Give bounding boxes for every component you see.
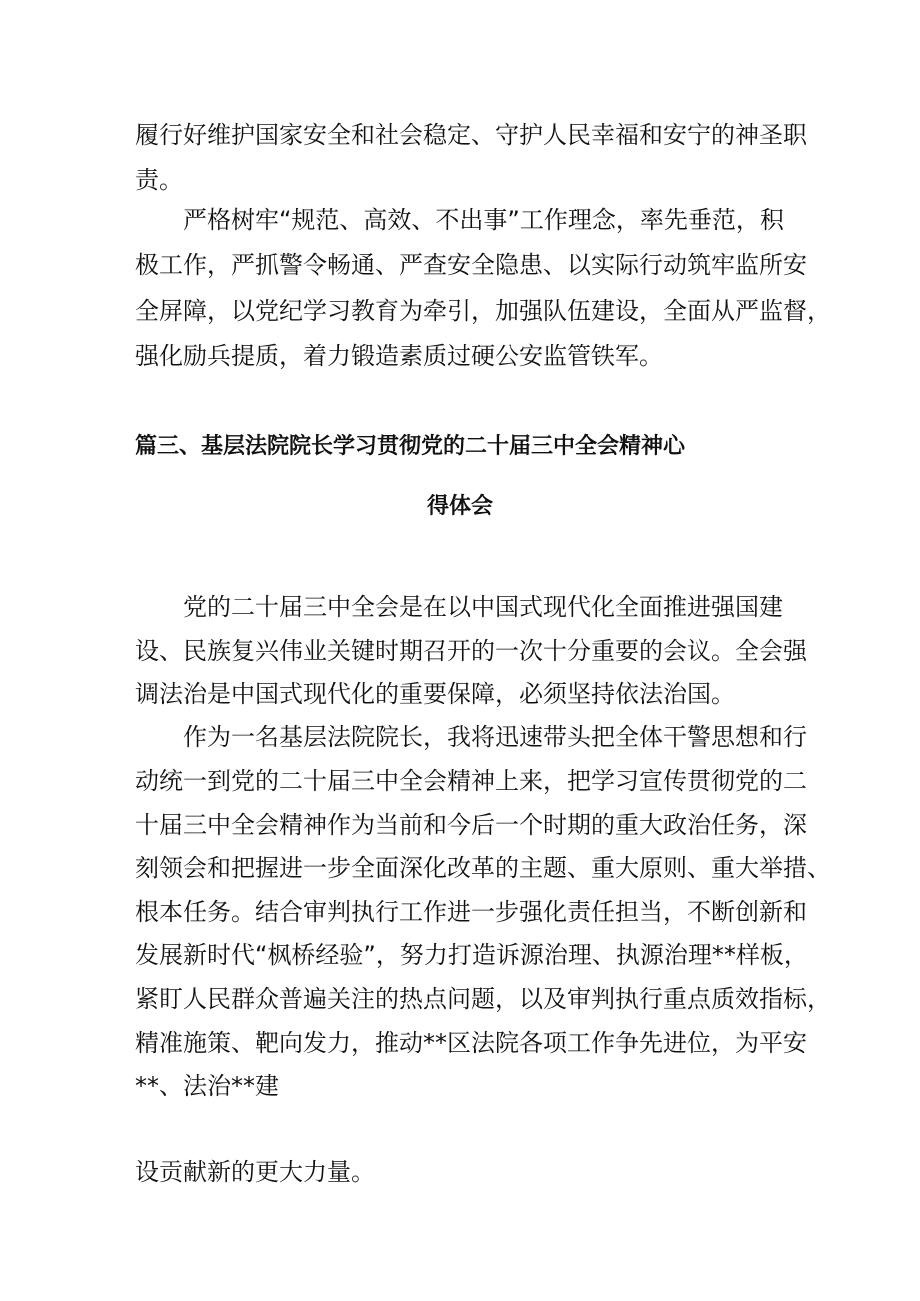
text-line: 紧盯人民群众普遍关注的热点问题，以及审判执行重点质效指标，: [135, 985, 831, 1013]
text-line: 设贡献新的更大力量。: [135, 1158, 375, 1186]
text-line: 履行好维护国家安全和社会稳定、守护人民幸福和安宁的神圣职: [135, 121, 807, 149]
section-heading-line-1: 篇三、基层法院院长学习贯彻党的二十届三中全会精神心: [135, 434, 686, 459]
text-line: 极工作，严抓警令畅通、严查安全隐患、以实际行动筑牢监所安: [135, 251, 807, 279]
text-line: 十届三中全会精神作为当前和今后一个时期的重大政治任务，深: [135, 811, 807, 839]
text-line: 设、民族复兴伟业关键时期召开的一次十分重要的会议。全会强: [135, 637, 807, 665]
text-line: 全屏障，以党纪学习教育为牵引，加强队伍建设，全面从严监督，: [135, 297, 831, 325]
text-line: 作为一名基层法院院长，我将迅速带头把全体干警思想和行: [183, 723, 807, 751]
text-line: 严格树牢“规范、高效、不出事”工作理念，率先垂范，积: [183, 206, 784, 234]
text-line: 精准施策、靶向发力，推动**区法院各项工作争先进位，为平安: [135, 1029, 807, 1057]
text-line: 动统一到党的二十届三中全会精神上来，把学习宣传贯彻党的二: [135, 767, 807, 795]
text-line: 刻领会和把握进一步全面深化改革的主题、重大原则、重大举措、: [135, 854, 831, 882]
text-line: 责。: [135, 166, 183, 194]
text-line: 发展新时代“枫桥经验”，努力打造诉源治理、执源治理**样板，: [135, 941, 808, 969]
text-line: 党的二十届三中全会是在以中国式现代化全面推进强国建: [183, 593, 783, 621]
text-line: **、法治**建: [135, 1072, 279, 1100]
text-line: 调法治是中国式现代化的重要保障，必须坚持依法治国。: [135, 680, 735, 708]
section-heading-line-2: 得体会: [426, 494, 493, 519]
text-line: 强化励兵提质，着力锻造素质过硬公安监管铁军。: [135, 342, 663, 370]
text-line: 根本任务。结合审判执行工作进一步强化责任担当，不断创新和: [135, 898, 807, 926]
